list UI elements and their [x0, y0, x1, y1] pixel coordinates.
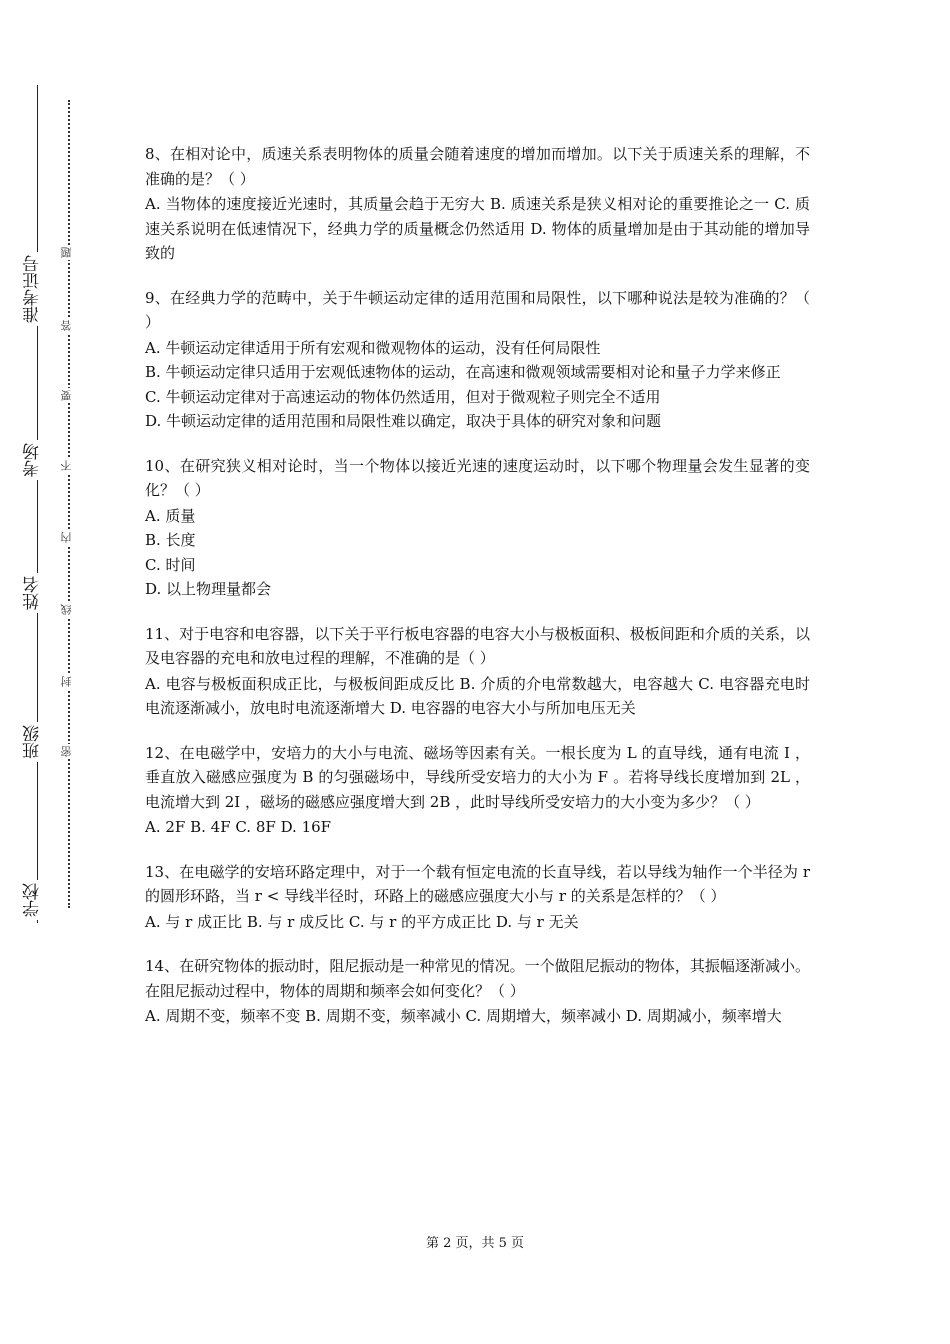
- question-list: [145, 142, 810, 1049]
- option-d: D. 以上物理量都会: [145, 580, 272, 598]
- field-label-exam-room: 考场: [23, 440, 51, 480]
- field-label-class: 班级: [23, 722, 51, 762]
- seal-char: 内: [60, 530, 76, 545]
- question-stem: 9、在经典力学的范畴中，关于牛顿运动定律的适用范围和局限性，以下哪种说法是较为准确的？（ ）: [145, 288, 810, 331]
- question-11: [145, 622, 810, 721]
- question-stem: 10、在研究狭义相对论时，当一个物体以接近光速的速度运动时，以下哪个物理量会发生显著的变化？（ ）: [145, 456, 810, 499]
- seal-char: 要: [60, 388, 76, 403]
- field-label-school: 学校: [23, 880, 51, 920]
- question-options: A. 2F B. 4F C. 8F D. 16F: [145, 818, 332, 836]
- question-options: A. 与 r 成正比 B. 与 r 成反比 C. 与 r 的平方成正比 D. 与 r 无关: [145, 912, 579, 931]
- seal-dotted-line: [68, 100, 70, 908]
- question-8: [145, 142, 810, 266]
- seal-char: 密: [60, 744, 76, 759]
- question-12: [145, 741, 810, 840]
- question-stem: 12、在电磁学中，安培力的大小与电流、磁场等因素有关。一根长度为 L 的直导线，通有电流 I ，垂直放入磁感应强度为 B 的匀强磁场中，导线所受安培力的大小为 F 。若将导线长度增加到 2L ，电流增大到 2I ，磁场的磁感应强度增大到 2B ，此时导线所受安培力的大小变为多少？（ ）: [145, 743, 810, 811]
- option-c: C. 时间: [145, 555, 196, 574]
- seal-char: 答: [60, 318, 76, 333]
- seal-char: 题: [60, 245, 76, 260]
- seal-char: 线: [60, 602, 76, 617]
- question-14: [145, 954, 810, 1029]
- option-a: A. 牛顿运动定律适用于所有宏观和微观物体的运动，没有任何局限性: [145, 338, 601, 357]
- seal-char: 不: [60, 458, 76, 473]
- question-stem: 11、对于电容和电容器，以下关于平行板电容器的电容大小与极板面积、极板间距和介质的关系，以及电容器的充电和放电过程的理解，不准确的是（ ）: [145, 624, 810, 667]
- question-options: A. 周期不变，频率不变 B. 周期不变，频率减小 C. 周期增大，频率减小 D. 周期减小，频率增大: [145, 1007, 782, 1025]
- option-b: B. 牛顿运动定律只适用于宏观低速物体的运动，在高速和微观领域需要相对论和量子力学来修正: [145, 363, 781, 381]
- field-label-name: 姓名: [23, 573, 51, 613]
- question-options: A. 电容与极板面积成正比，与极板间距成反比 B. 介质的介电常数越大，电容越大 C. 电容器充电时电流逐渐减小，放电时电流逐渐增大 D. 电容器的电容大小与所加电压无关: [145, 674, 810, 717]
- question-options: A. 当物体的速度接近光速时，其质量会趋于无穷大 B. 质速关系是狭义相对论的重要推论之一 C. 质速关系说明在低速情况下，经典力学的质量概念仍然适用 D. 物体的质量增加是由于其动能的增加导致的: [145, 195, 810, 262]
- question-9: [145, 286, 810, 434]
- page-footer: 第 2 页，共 5 页: [425, 1236, 525, 1251]
- option-c: C. 牛顿运动定律对于高速运动的物体仍然适用，但对于微观粒子则完全不适用: [145, 387, 661, 406]
- question-stem: 14、在研究物体的振动时，阻尼振动是一种常见的情况。一个做阻尼振动的物体，其振幅逐渐减小。在阻尼振动过程中，物体的周期和频率会如何变化？（ ）: [145, 957, 810, 1000]
- question-13: [145, 860, 810, 935]
- option-d: D. 牛顿运动定律的适用范围和局限性难以确定，取决于具体的研究对象和问题: [145, 412, 662, 430]
- question-stem: 13、在电磁学的安培环路定理中，对于一个载有恒定电流的长直导线，若以导线为轴作一个半径为 r 的圆形环路，当 r < 导线半径时，环路上的磁感应强度大小与 r 的关系是怎样的？（ ）: [145, 862, 810, 905]
- binding-solid-line: [37, 85, 38, 923]
- question-10: [145, 454, 810, 602]
- question-stem: 8、在相对论中，质速关系表明物体的质量会随着速度的增加而增加。以下关于质速关系的理解，不准确的是？（ ）: [145, 145, 810, 188]
- field-label-exam-number: 准考证号: [23, 252, 51, 326]
- binding-margin: [0, 0, 110, 1344]
- option-a: A. 质量: [145, 506, 196, 525]
- seal-char: 封: [60, 674, 76, 689]
- option-b: B. 长度: [145, 531, 196, 549]
